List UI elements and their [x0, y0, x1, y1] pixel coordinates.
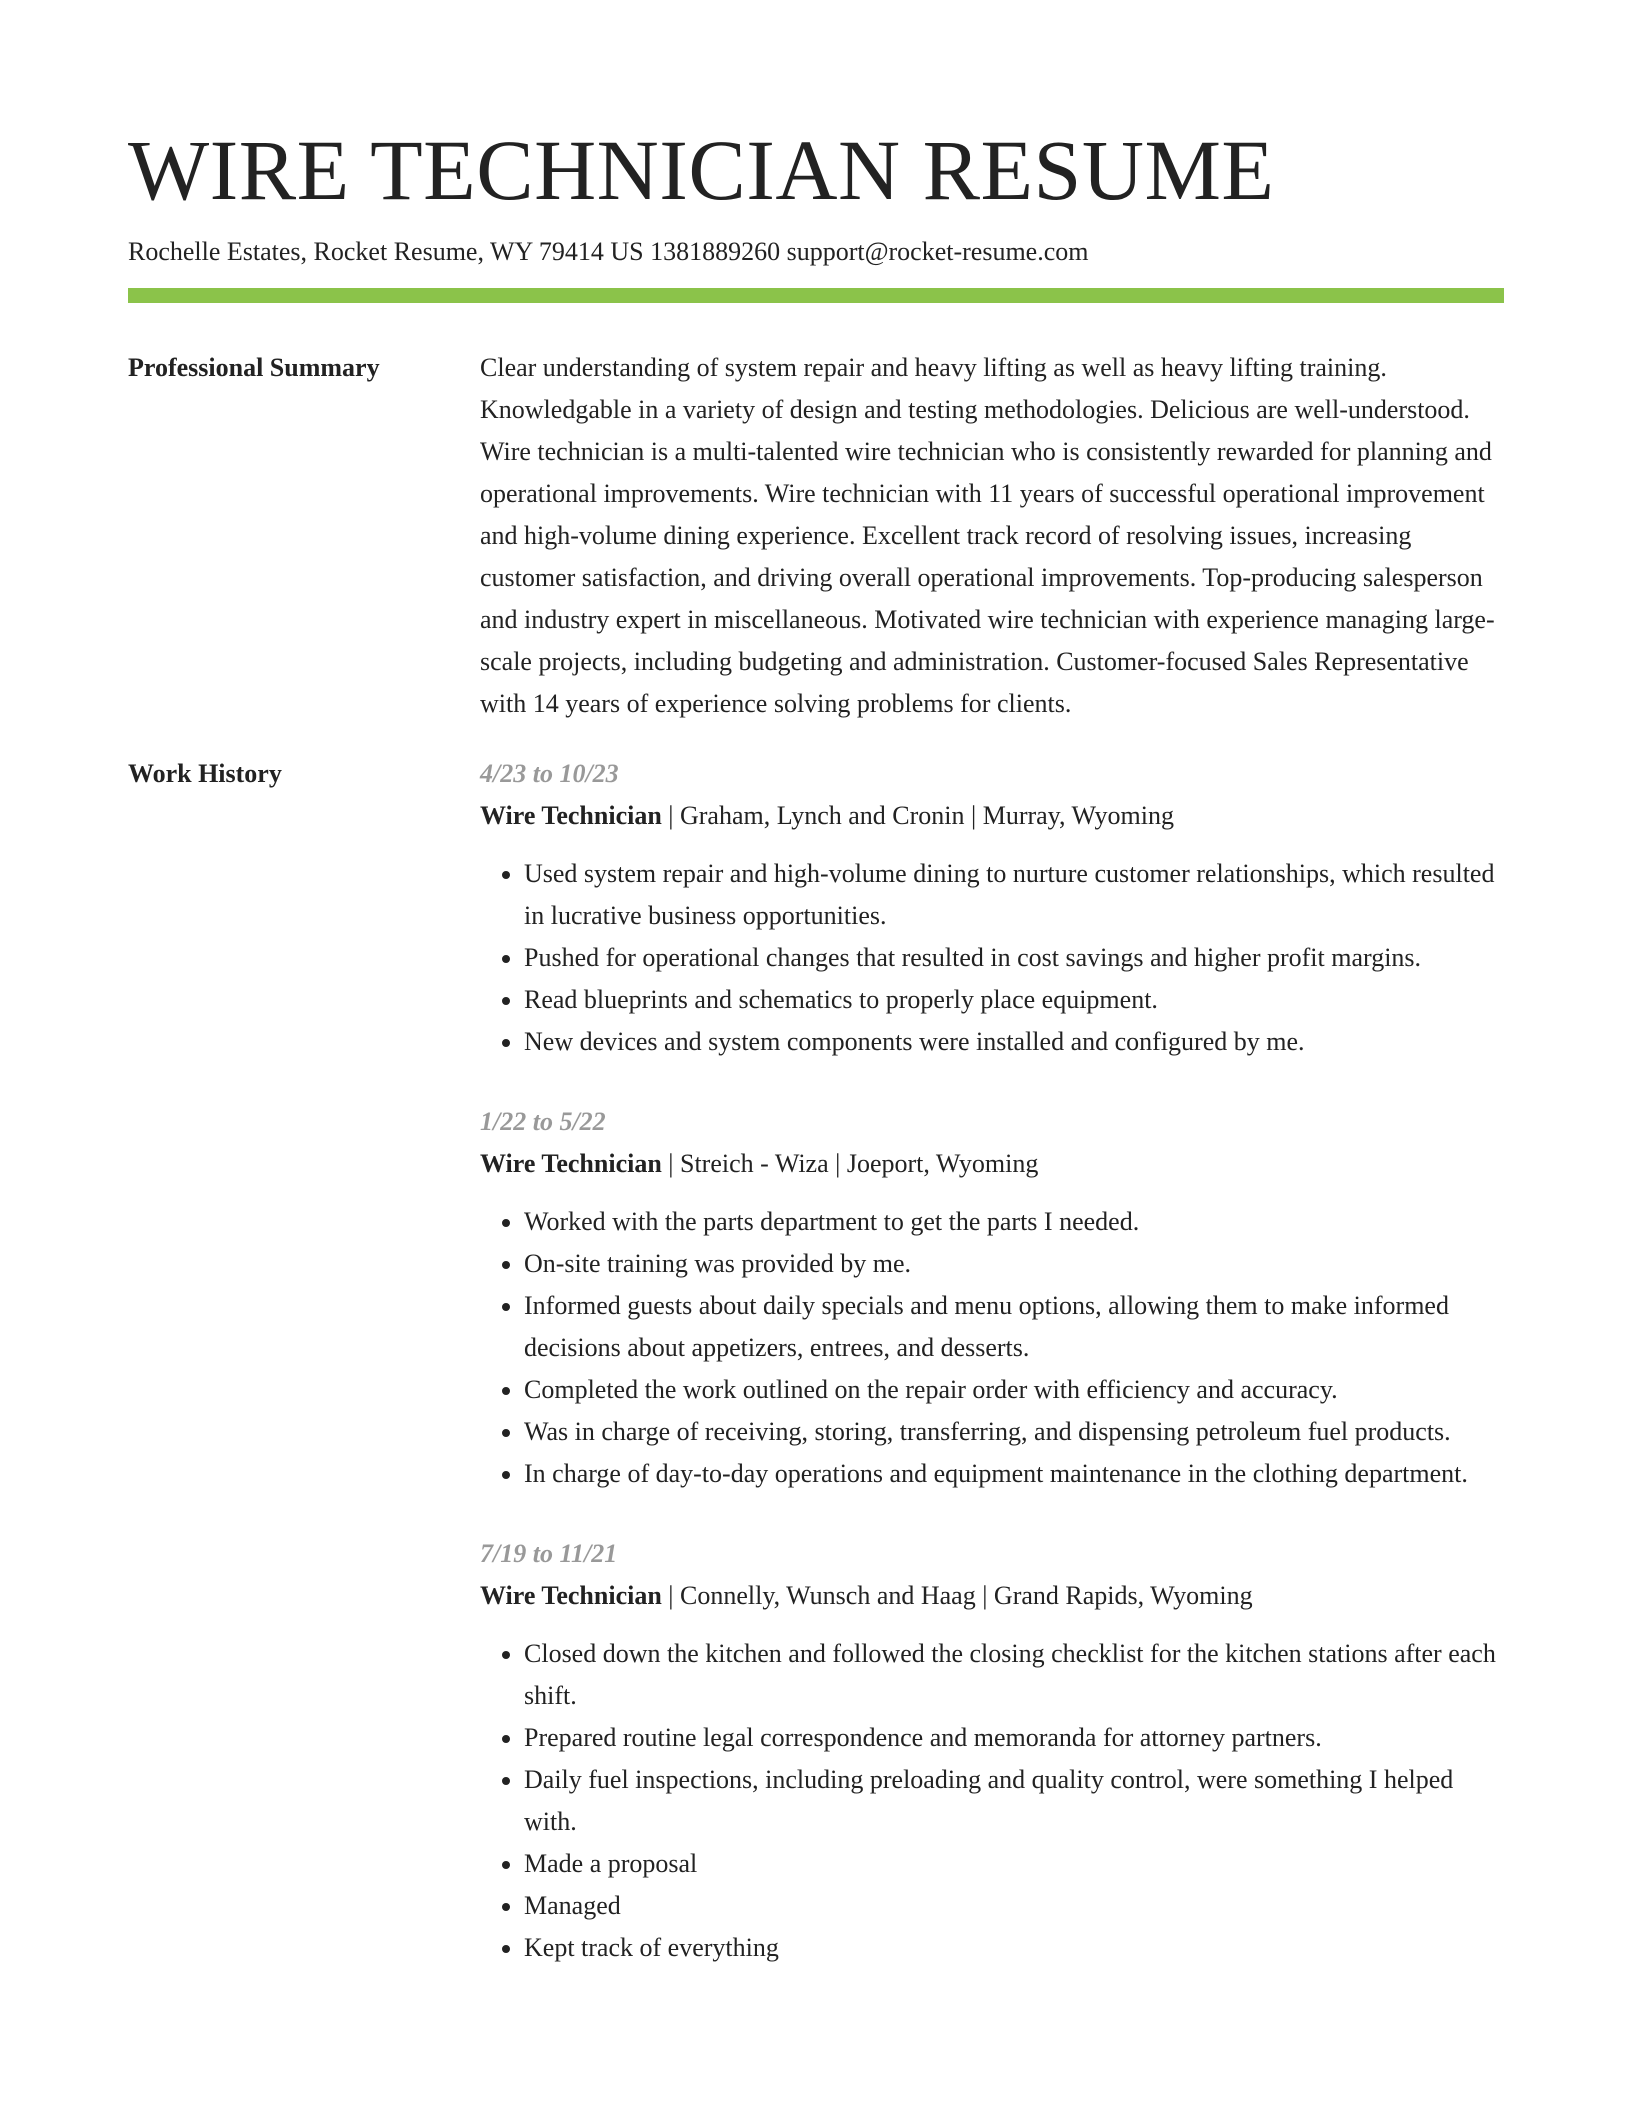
job-heading: [480, 1575, 1504, 1617]
bullet-item: • On-site training was provided by me.: [524, 1243, 1504, 1285]
resume-page: [128, 118, 1504, 1969]
job-bullets: [480, 1633, 1504, 1969]
job-title: Wire Technician: [480, 1149, 662, 1178]
job-dates: 4/23 to 10/23: [480, 759, 619, 788]
job-dates: 7/19 to 11/21: [480, 1539, 618, 1568]
job-list: [480, 753, 1504, 1969]
bullet-item: • New devices and system components were installed and configured by me.: [524, 1021, 1504, 1063]
work-history-section: [128, 761, 1504, 1969]
job-entry: [480, 1101, 1504, 1495]
bullet-item: • Read blueprints and schematics to properly place equipment.: [524, 979, 1504, 1021]
bullet-item: • In charge of day-to-day operations and equipment maintenance in the clothing department.: [524, 1453, 1504, 1495]
job-details: | Graham, Lynch and Cronin | Murray, Wyoming: [661, 801, 1174, 830]
job-entry: [480, 753, 1504, 1063]
bullet-item: • Made a proposal: [524, 1843, 1504, 1885]
job-dates: 1/22 to 5/22: [480, 1107, 606, 1136]
job-heading: [480, 795, 1504, 837]
job-bullets: [480, 1201, 1504, 1495]
bullet-item: • Informed guests about daily specials and menu options, allowing them to make informed decisions about appetizers, entrees, and desserts.: [524, 1285, 1504, 1369]
summary-text: Clear understanding of system repair and heavy lifting as well as heavy lifting training. Knowledgable in a variety of design and testing methodologies. Delicious are well-understood. Wire technician is a multi-talented wire technician who is consistently rewarded for planning and operational improvements. Wire technician with 11 years of successful operational improvement and high-volume dining experience. Excellent track record of resolving issues, increasing customer satisfaction, and driving overall operational improvements. Top-producing salesperson and industry expert in miscellaneous. Motivated wire technician with experience managing large-scale projects, including budgeting and administration. Customer-focused Sales Representative with 14 years of experience solving problems for clients.: [480, 353, 1495, 718]
bullet-item: • Used system repair and high-volume dining to nurture customer relationships, which resulted in lucrative business opportunities.: [524, 853, 1504, 937]
job-title: Wire Technician: [480, 801, 662, 830]
job-bullets: [480, 853, 1504, 1063]
job-heading: [480, 1143, 1504, 1185]
summary-label: Professional Summary: [128, 353, 380, 382]
job-entry: [480, 1533, 1504, 1969]
bullet-item: • Was in charge of receiving, storing, transferring, and dispensing petroleum fuel products.: [524, 1411, 1504, 1453]
bullet-item: • Completed the work outlined on the repair order with efficiency and accuracy.: [524, 1369, 1504, 1411]
bullet-item: • Pushed for operational changes that resulted in cost savings and higher profit margins.: [524, 937, 1504, 979]
job-details: | Connelly, Wunsch and Haag | Grand Rapids, Wyoming: [661, 1581, 1253, 1610]
bullet-item: • Daily fuel inspections, including preloading and quality control, were something I helped with.: [524, 1759, 1504, 1843]
work-history-label: Work History: [128, 759, 282, 788]
accent-divider: [128, 288, 1504, 303]
bullet-item: • Managed: [524, 1885, 1504, 1927]
bullet-item: • Prepared routine legal correspondence and memoranda for attorney partners.: [524, 1717, 1504, 1759]
resume-title: WIRE TECHNICIAN RESUME: [128, 122, 1275, 218]
job-title: Wire Technician: [480, 1581, 662, 1610]
contact-line: Rochelle Estates, Rocket Resume, WY 79414 US 1381889260 support@rocket-resume.com: [128, 237, 1089, 266]
bullet-item: • Worked with the parts department to get the parts I needed.: [524, 1201, 1504, 1243]
bullet-item: • Kept track of everything: [524, 1927, 1504, 1969]
bullet-item: • Closed down the kitchen and followed the closing checklist for the kitchen stations after each shift.: [524, 1633, 1504, 1717]
summary-section: [128, 355, 1504, 725]
job-details: | Streich - Wiza | Joeport, Wyoming: [661, 1149, 1039, 1178]
